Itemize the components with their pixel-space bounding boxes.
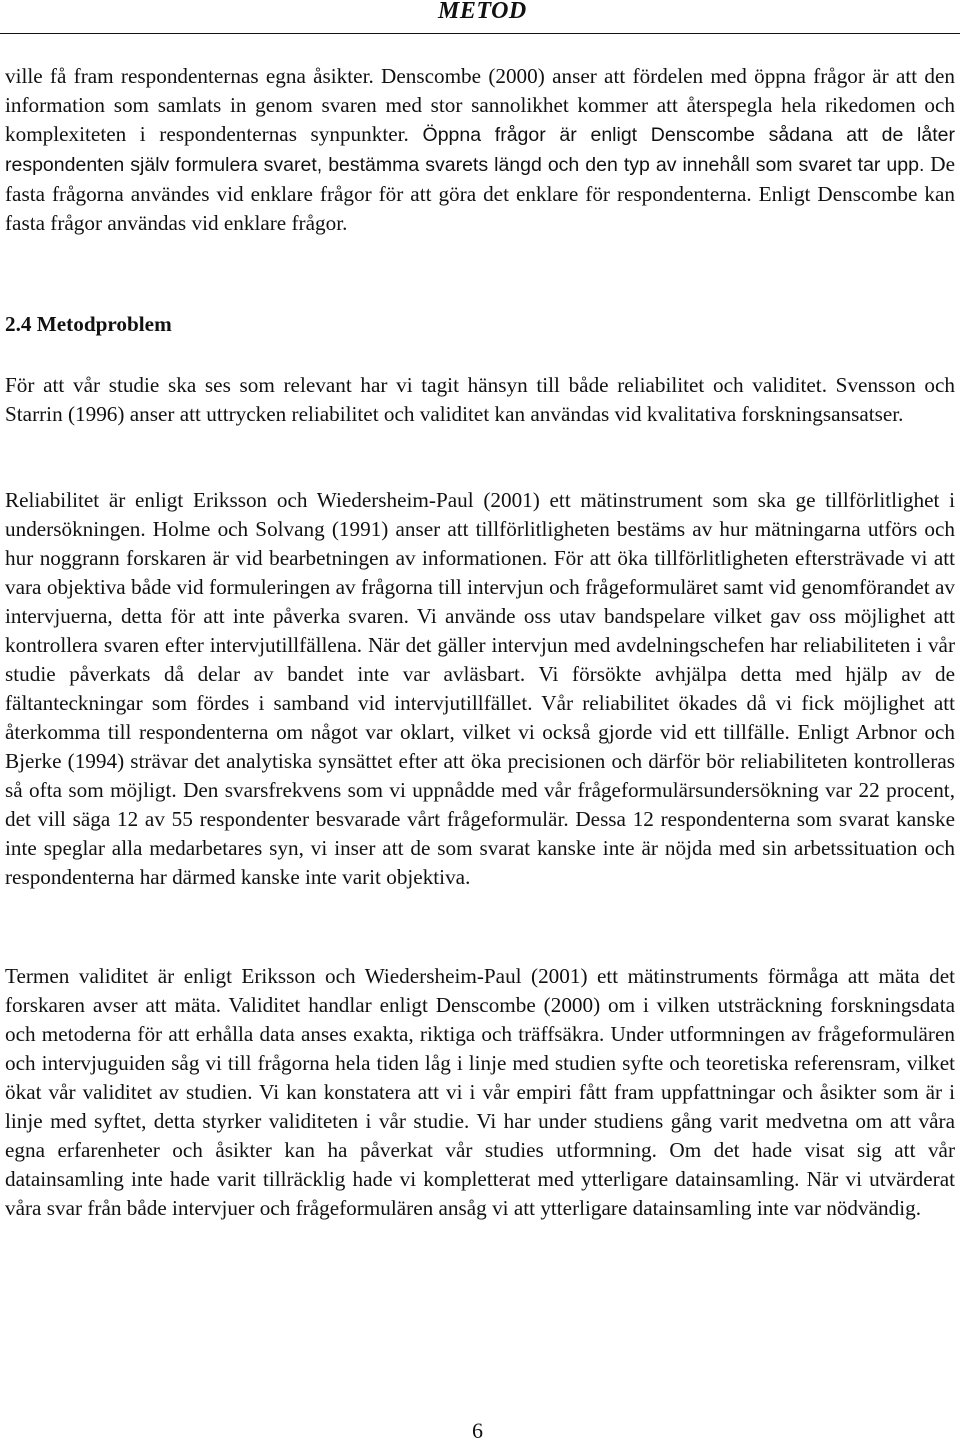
section-heading: 2.4 Metodproblem xyxy=(5,312,172,336)
paragraph-validity: Termen validitet är enligt Eriksson och Wiedersheim-Paul (2001) ett mätinstruments förmåga att mäta det forskaren avser att mäta. Validitet handlar enligt Denscombe (2000) om i vilken utsträckning forskningsdata och metoderna för att erhålla data anses exakta, riktiga och träffsäkra. Under utformningen av frågeformulären och intervjuguiden såg vi till frågorna hela tiden låg i linje med studien syfte och teoretiska referensram, vilket ökat vår validitet av studien. Vi kan konstatera att vi i vår empiri fått fram uppfattningar och åsikter som är i linje med syftet, detta styrker validiteten i vår studie. Vi har under studiens gång varit medvetna om att våra egna erfarenheter och åsikter kan ha påverkat vår studies utformning. Om det hade visat sig att vår datainsamling inte hade varit tillräcklig hade vi kompletterat med ytterligare datainsamling. När vi utvärderat våra svar från både intervjuer och frågeformulären ansåg vi att ytterligare datainsamling inte var nödvändig. xyxy=(5,964,955,1220)
page-header xyxy=(0,0,960,38)
intro-paragraph xyxy=(5,62,955,238)
intro-text-serif-end: De fasta frågorna användes vid enklare frågor för att göra det enklare för respondenterna. Enligt Denscombe kan fasta frågor användas vid enklare frågor. xyxy=(5,152,955,235)
header-rule xyxy=(0,33,960,34)
intro-text-serif-start: ville få fram respondenternas egna åsikter. Denscombe (2000) anser att fördelen med öppna frågor är att den information som samlats in genom svaren med stor sannolikhet kommer att återspegla hela rikedomen och komplexiteten i respondenternas synpunkter. xyxy=(5,64,955,146)
intro-text-sans: Öppna frågor är enligt Denscombe sådana att de låter respondenten själv formulera svaret, bestämma svarets längd och den typ av innehåll som svaret tar upp. xyxy=(5,124,955,176)
header-title: METOD xyxy=(438,0,527,24)
page-number: 6 xyxy=(472,1418,483,1443)
paragraph-reliability: Reliabilitet är enligt Eriksson och Wiedersheim-Paul (2001) ett mätinstrument som ska ge tillförlitlighet i undersökningen. Holme och Solvang (1991) anser att tillförlitligheten bestäms av hur mätningarna utförs och hur noggrann forskaren är vid bearbetningen av informationen. För att öka tillförlitligheten eftersträvade vi att vara objektiva både vid formuleringen av frågorna till intervjun och frågeformuläret samt vid genomförandet av intervjuerna, detta för att inte påverka svaren. Vi använde oss utav bandspelare vilket gav oss möjlighet att kontrollera svaren efter intervjutillfällena. När det gäller intervjun med avdelningschefen har reliabiliteten i vår studie påverkats då delar av bandet inte var avläsbart. Vi försökte avhjälpa detta med hjälp av de fältanteckningar som fördes i samband vid intervjutillfället. Vår reliabilitet ökades då vi fick möjlighet att återkomma till respondenterna om något var oklart, vilket vi också gjorde vid ett tillfälle. Enligt Arbnor och Bjerke (1994) strävar det analytiska synsättet efter att öka precisionen och därför bör reliabiliteten kontrolleras så ofta som möjligt. Den svarsfrekvens som vi uppnådde med vår frågeformulärsundersökning var 22 procent, det vill säga 12 av 55 respondenter besvarade vårt frågeformulär. Dessa 12 respondenterna som svarat kanske inte speglar alla medarbetares syn, vi inser att de som svarat kanske inte är nöjda med sin arbetssituation och respondenterna har därmed kanske inte varit objektiva. xyxy=(5,488,955,889)
paragraph-reliability-validity-intro: För att vår studie ska ses som relevant har vi tagit hänsyn till både reliabilitet och validitet. Svensson och Starrin (1996) anser att uttrycken reliabilitet och validitet kan användas vid kvalitativa forskningsansatser. xyxy=(5,373,955,426)
